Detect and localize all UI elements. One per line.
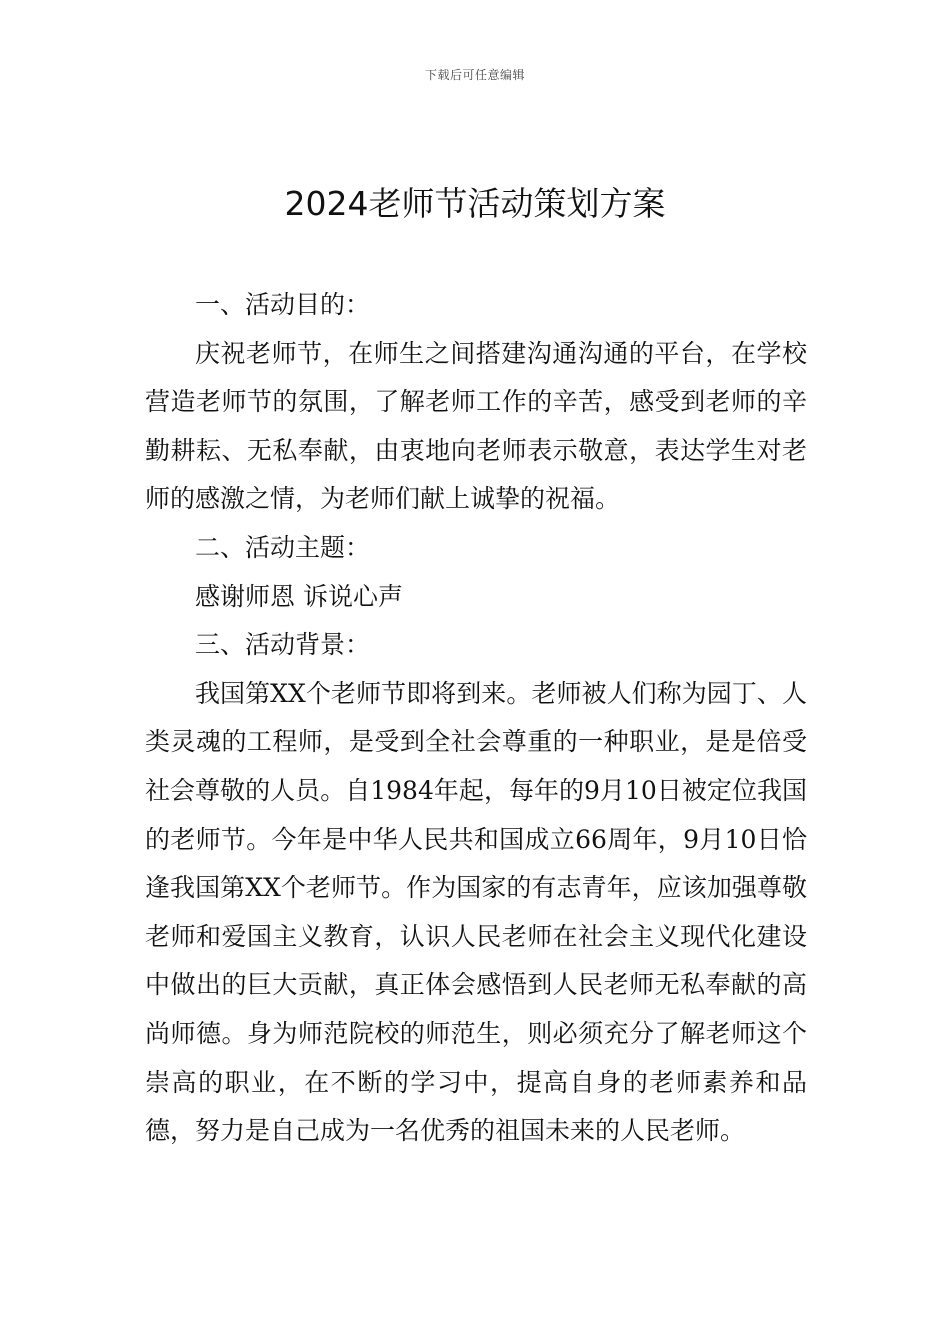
paragraph-background: 我国第XX个老师节即将到来。老师被人们称为园丁、人类灵魂的工程师，是受到全社会尊重的一种职业，是是倍受社会尊敬的人员。自1984年起，每年的9月10日被定位我国的老师节。今年是中华人民共和国成立66周年，9月10日恰逢我国第XX个老师节。作为国家的有志青年，应该加强尊敬老师和爱国主义教育，认识人民老师在社会主义现代化建设中做出的巨大贡献，真正体会感悟到人民老师无私奉献的高尚师德。身为师范院校的师范生，则必须充分了解老师这个崇高的职业，在不断的学习中，提高自身的老师素养和品德，努力是自己成为一名优秀的祖国未来的人民老师。 bbox=[145, 678, 807, 1146]
paragraph-theme: 感谢师恩 诉说心声 bbox=[195, 581, 403, 611]
section-heading-purpose: 一、活动目的： bbox=[195, 290, 371, 319]
section-heading-background: 三、活动背景： bbox=[195, 630, 371, 660]
header-note: 下载后可任意编辑 bbox=[424, 68, 525, 82]
paragraph-purpose: 庆祝老师节，在师生之间搭建沟通沟通的平台，在学校营造老师节的氛围，了解老师工作的辛苦，感受到老师的辛勤耕耘、无私奉献，由衷地向老师表示敬意，表达学生对老师的感激之情，为老师们献上诚挚的祝福。 bbox=[145, 338, 807, 514]
section-heading-theme: 二、活动主题： bbox=[195, 532, 371, 562]
document-title: 2024老师节活动策划方案 bbox=[284, 184, 666, 223]
document-body bbox=[145, 281, 807, 1156]
